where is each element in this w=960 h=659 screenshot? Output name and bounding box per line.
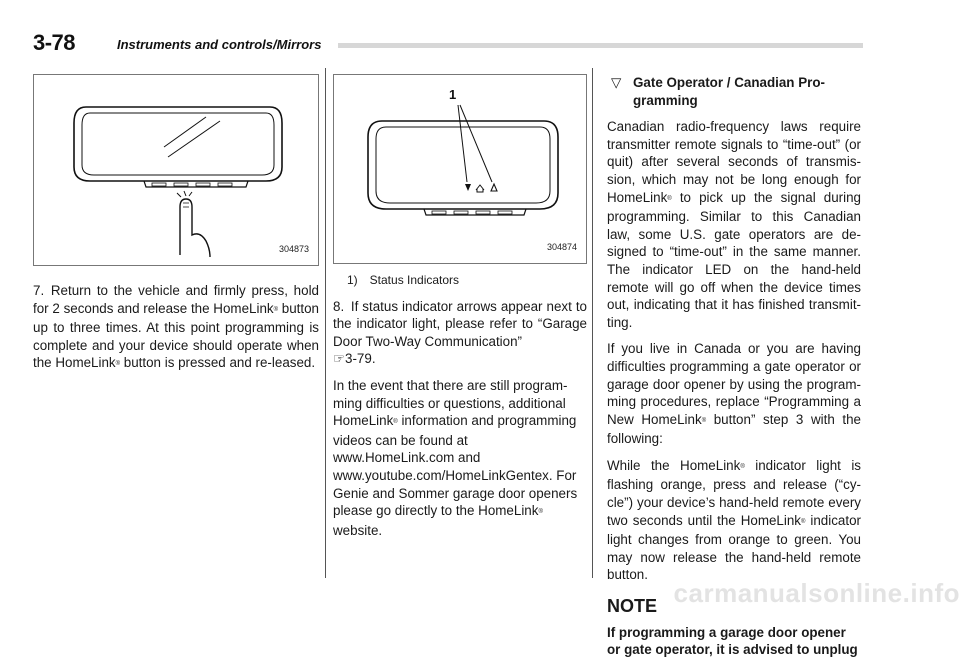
triangle-marker-icon: ▽: [611, 75, 622, 90]
step-8-text: 8. If status indicator arrows appear next to the indicator light, please refer to “Garage Door Two-Way Communication”: [333, 298, 587, 349]
indicator-text-b: indicator light is flashing orange, press and release (“cy-cle”) your device’s hand-held remote every two seconds until the HomeLink: [607, 457, 862, 528]
column-divider-1: [325, 68, 326, 578]
registered-mark: ®: [393, 419, 398, 426]
indicator-text-c: indicator light changes from orange to green. You may now release the hand-held remote button.: [607, 512, 861, 583]
subheading-text: Gate Operator / Canadian Pro-gramming: [633, 75, 825, 108]
support-text-b: information and programming videos can be found at: [333, 413, 577, 448]
reference-page-link[interactable]: 3-79.: [345, 351, 376, 367]
watermark: carmanualsonline.info: [673, 578, 960, 608]
column-right: [607, 74, 861, 659]
section-title: Instruments and controls/Mirrors: [117, 37, 322, 52]
support-text-a: In the event that there are still program-ming difficulties or questions, additional HomeLink: [333, 377, 568, 429]
reference-arrow-icon: ☞: [333, 351, 346, 367]
callout-number: 1: [449, 87, 457, 102]
replace-step-text-b: button” step 3 with the following:: [607, 411, 861, 447]
column-left: [33, 72, 319, 383]
step-7: [33, 282, 319, 374]
figure-caption: 1) Status Indicators: [347, 273, 460, 287]
registered-mark: ®: [273, 306, 279, 313]
step-7-text-a: 7. Return to the vehicle and firmly press, hold for 2 seconds and release the HomeLink: [33, 283, 319, 316]
page-header: [33, 30, 863, 56]
paragraph-canada-law: [607, 118, 861, 331]
canada-law-text-a: Canadian radio-frequency laws require transmitter remote signals to “time-out” (or quit) after several seconds of transmis-sion, which may not be long enough for HomeLink: [607, 119, 861, 205]
subheading: [607, 74, 861, 109]
homelink-url[interactable]: www.HomeLink.com and: [333, 450, 481, 466]
figure-mirror-press: [33, 74, 319, 266]
registered-mark: ®: [115, 361, 121, 368]
paragraph-replace-step: [607, 340, 861, 448]
step-7-text-b: button up to three times. At this point programming is complete and your device should operate when the HomeLink: [33, 300, 319, 371]
indicator-text-a: While the HomeLink: [607, 457, 741, 473]
mirror-press-illustration: [34, 75, 318, 265]
replace-step-text-a: If you live in Canada or you are having difficulties programming a gate operator or garage door opener by using the program-ming procedures, replace “Programming a New HomeLink: [607, 341, 861, 427]
support-paragraph: [333, 377, 587, 539]
registered-mark: ®: [801, 518, 806, 525]
page-number: 3-78: [33, 30, 76, 55]
figure-status-indicators: [333, 74, 587, 264]
step-7-text-c: button is pressed and re-leased.: [120, 355, 316, 371]
column-divider-2: [592, 68, 593, 578]
registered-mark: ®: [740, 463, 745, 470]
note-text: If programming a garage door opener or gate operator, it is advised to unplug: [607, 624, 858, 658]
step-8: [333, 298, 587, 368]
canada-law-text-b: to pick up the signal during programming. Similar to this Canadian law, some U.S. gate operators are de-signed to “time-out” in the same manner. The indicator LED on the hand-held remote will go off when the device times out, indicating that it has finished transmit-ting.: [607, 189, 861, 330]
registered-mark: ®: [667, 195, 672, 202]
registered-mark: ®: [538, 509, 543, 516]
youtube-url[interactable]: www.youtube.com/HomeLinkGentex. For Genie and Sommer garage door openers please go directly to the HomeLink: [333, 467, 578, 519]
mirror-indicators-illustration: [334, 75, 586, 263]
note-title: NOTE: [607, 596, 658, 617]
support-text-c: website.: [333, 522, 383, 538]
registered-mark: ®: [701, 417, 707, 424]
column-middle: [333, 72, 587, 548]
figure-code: 304873: [278, 244, 309, 255]
paragraph-indicator: [607, 457, 861, 584]
figure-code: 304874: [546, 242, 577, 253]
header-rule: [338, 43, 863, 48]
